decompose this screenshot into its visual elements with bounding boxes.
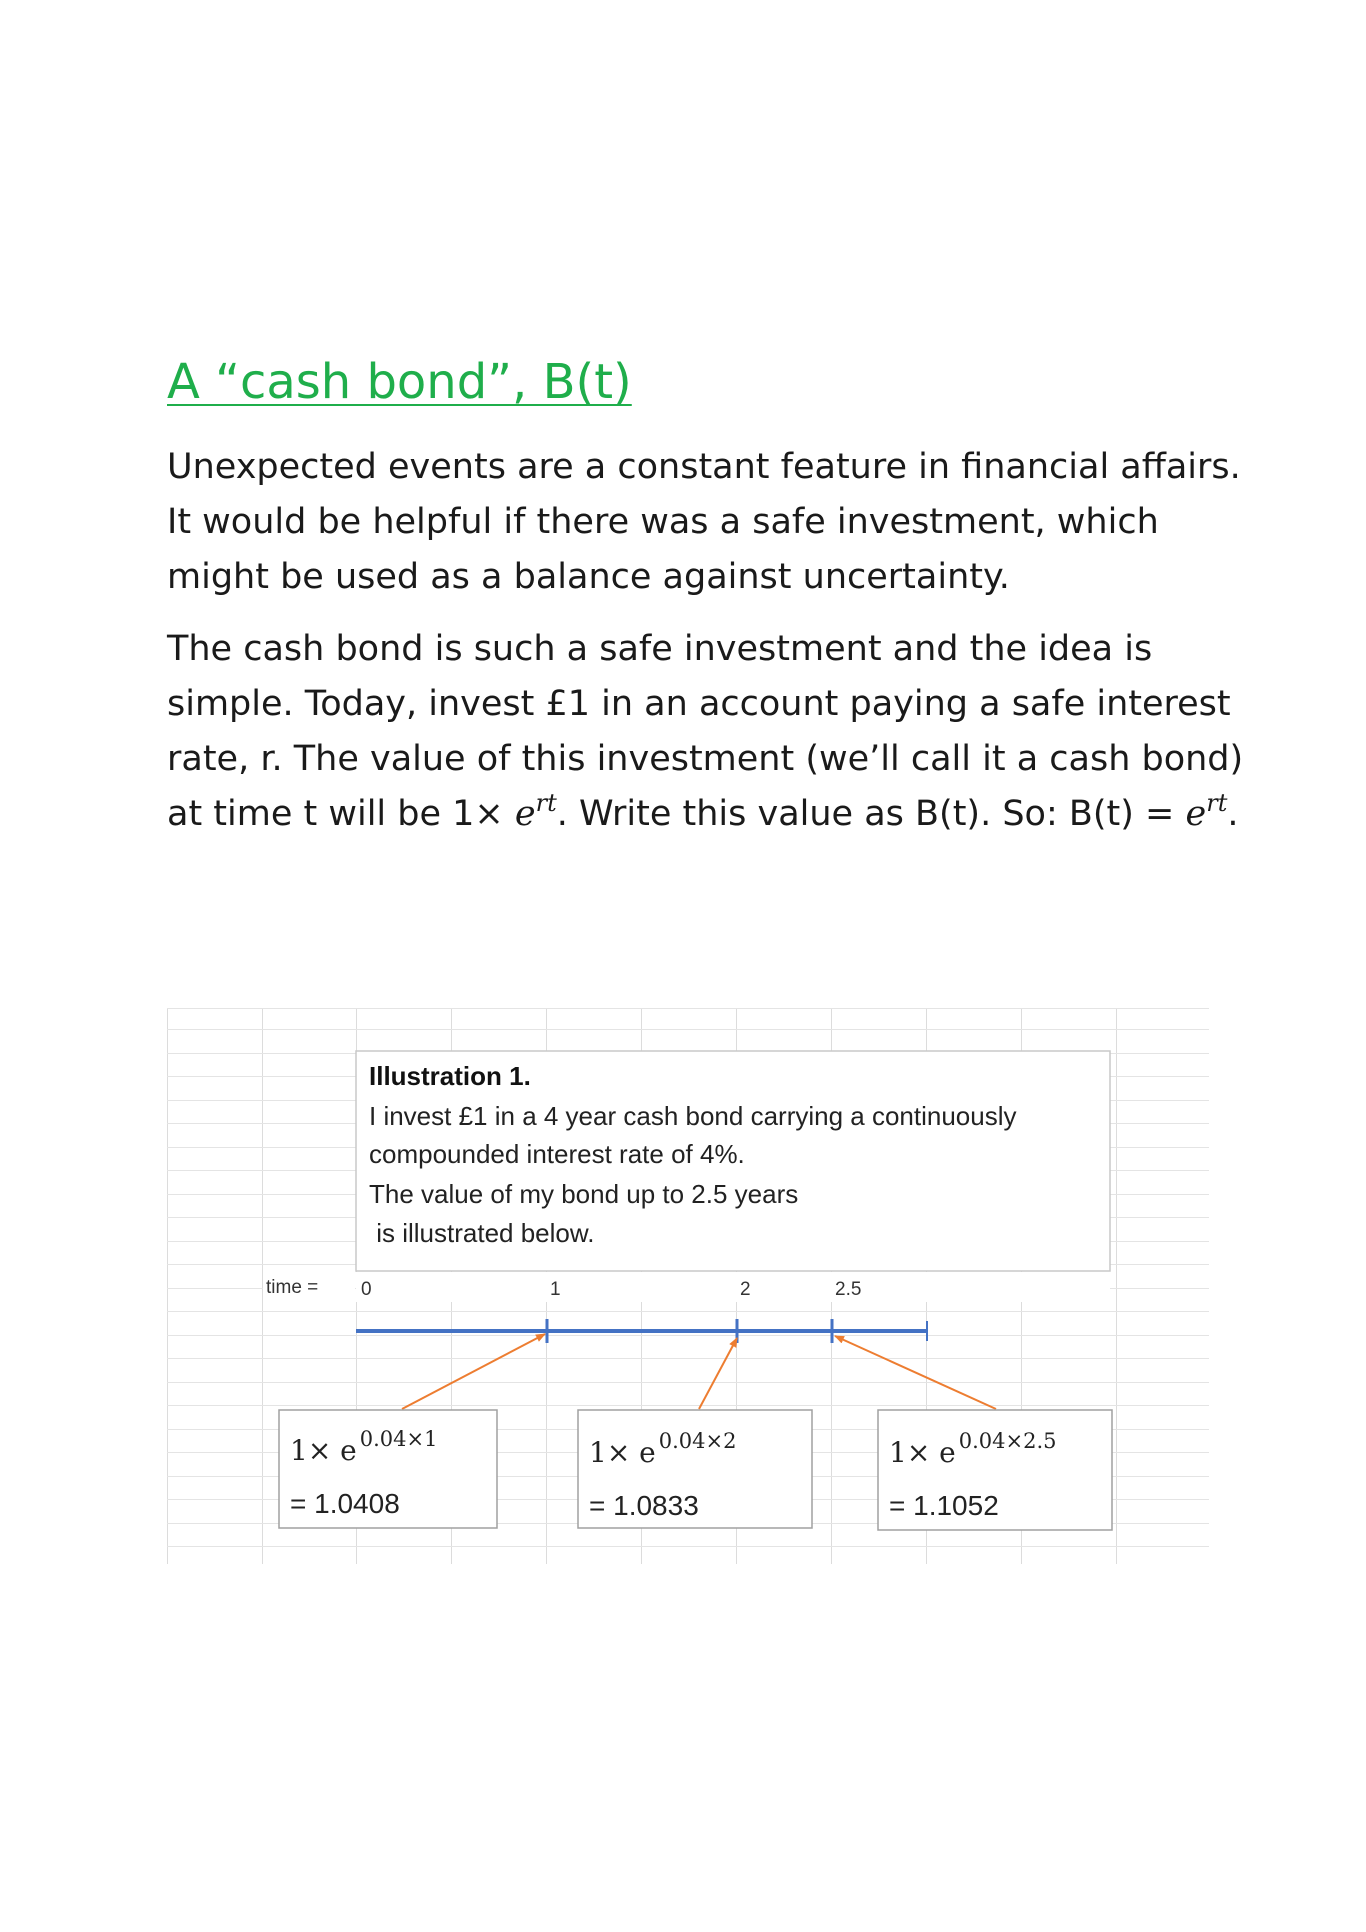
calc-result-t1: = 1.0408 <box>290 1488 400 1519</box>
arrow-to-t1 <box>402 1334 545 1409</box>
illustration-line: is illustrated below. <box>369 1218 595 1248</box>
formula-text: at time t will be 1× <box>167 794 515 834</box>
cash-bond-formula-line <box>167 787 1243 845</box>
calc-result-t2-5: = 1.1052 <box>889 1490 999 1521</box>
cash-bond-line: rate, r. The value of this investment (we’ll call it a cash bond) <box>167 739 1244 779</box>
calc-formula-t1: 1× e 0.04×1 <box>290 1427 438 1467</box>
calc-formula-t2-5: 1× e 0.04×2.5 <box>889 1429 1057 1469</box>
intro-line: Unexpected events are a constant feature in financial affairs. <box>167 447 1241 487</box>
illustration-line: I invest £1 in a 4 year cash bond carrying a continuously <box>369 1101 1017 1131</box>
calc-formula-t2: 1× e 0.04×2 <box>589 1429 737 1469</box>
tick-label-band <box>356 1272 1110 1302</box>
formula-e: e <box>514 794 536 834</box>
formula-exponent: rt <box>1206 789 1228 817</box>
calc-result-t2: = 1.0833 <box>589 1490 699 1521</box>
formula-text: . Write this value as B(t). So: B(t) = <box>556 794 1186 834</box>
intro-line: It would be helpful if there was a safe investment, which <box>167 502 1159 542</box>
tick-label-2: 2 <box>740 1279 751 1300</box>
illustration-heading: Illustration 1. <box>369 1061 531 1091</box>
intro-line: might be used as a balance against uncertainty. <box>167 557 1010 597</box>
cash-bond-paragraph <box>167 622 1243 845</box>
tick-label-0: 0 <box>361 1279 372 1300</box>
arrow-to-t2-5 <box>835 1336 996 1409</box>
page-title: A “cash bond”, B(t) <box>167 354 632 410</box>
formula-exponent: rt <box>535 789 557 817</box>
time-label: time = <box>266 1277 319 1298</box>
tick-label-1: 1 <box>550 1279 561 1300</box>
formula-text: . <box>1227 794 1239 834</box>
cash-bond-line: The cash bond is such a safe investment and the idea is <box>167 629 1153 669</box>
illustration-canvas <box>167 1008 1209 1564</box>
cash-bond-line: simple. Today, invest £1 in an account paying a safe interest <box>167 684 1231 724</box>
formula-e: e <box>1185 794 1207 834</box>
tick-label-2-5: 2.5 <box>835 1279 862 1300</box>
arrow-to-t2 <box>699 1338 737 1409</box>
intro-paragraph <box>167 440 1241 605</box>
spreadsheet-illustration <box>167 1008 1209 1564</box>
illustration-line: compounded interest rate of 4%. <box>369 1139 745 1169</box>
illustration-line: The value of my bond up to 2.5 years <box>369 1179 799 1209</box>
